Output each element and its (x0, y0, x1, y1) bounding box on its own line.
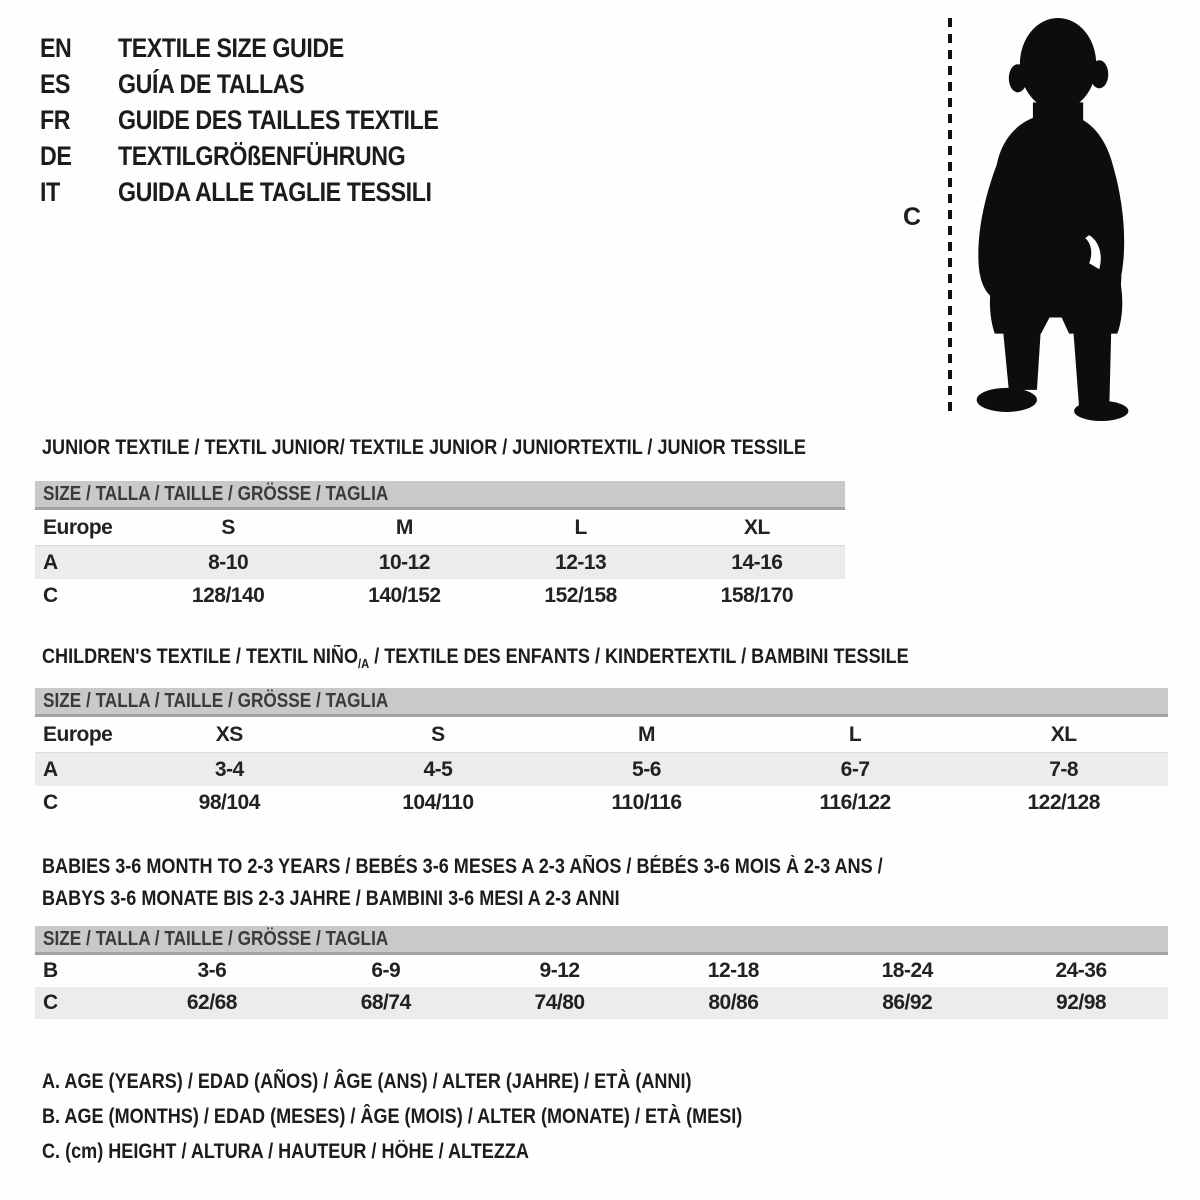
age-cell: 4-5 (334, 753, 543, 787)
age-cell: 14-16 (669, 546, 845, 580)
size-cell: XL (669, 509, 845, 546)
height-cell: 92/98 (994, 987, 1168, 1019)
language-code: DE (40, 140, 72, 171)
language-row-de (40, 138, 491, 174)
row-europe (35, 509, 845, 546)
size-header-text: SIZE / TALLA / TAILLE / GRÖSSE / TAGLIA (43, 927, 389, 950)
age-cell: 3-6 (197, 959, 227, 982)
legend-height-cm: C. (cm) HEIGHT / ALTURA / HAUTEUR / HÖHE / ALTEZZA (42, 1139, 529, 1163)
height-label-c: C (903, 203, 922, 231)
row-age-months (35, 954, 1168, 988)
size-cell: S (140, 509, 316, 546)
babies-section-title (42, 851, 1020, 915)
size-cell: M (542, 716, 751, 753)
size-header-text: SIZE / TALLA / TAILLE / GRÖSSE / TAGLIA (43, 689, 389, 712)
height-cell: 116/122 (819, 790, 891, 814)
height-cell: 128/140 (191, 583, 265, 607)
size-cell: XS (125, 716, 334, 753)
row-label: A (35, 546, 140, 580)
height-cell: 98/104 (198, 790, 260, 814)
row-age-years (35, 753, 1168, 787)
size-cell: XL (959, 716, 1168, 753)
language-row-es (40, 66, 491, 102)
height-cell: 80/86 (646, 987, 820, 1019)
row-height-cm (35, 786, 1168, 819)
language-code: ES (40, 68, 71, 99)
age-cell: 9-12 (539, 959, 580, 982)
nino-a-subscript: /A (358, 656, 370, 672)
height-cell: 110/116 (611, 790, 682, 814)
age-cell: 5-6 (542, 753, 751, 787)
guide-title-de: TEXTILGRÖßENFÜHRUNG (118, 140, 406, 171)
language-title-list (40, 30, 491, 210)
row-label: Europe (35, 716, 125, 753)
size-header-bar (35, 688, 1168, 716)
row-age-years (35, 546, 845, 580)
language-row-en (40, 30, 491, 66)
age-cell: 6-7 (751, 753, 960, 787)
row-label: C (43, 583, 58, 607)
age-cell: 24-36 (1055, 959, 1107, 982)
babies-title-line2: BABYS 3-6 MONATE BIS 2-3 JAHRE / BAMBINI 3-6 MESI A 2-3 ANNI (42, 887, 620, 910)
junior-section-title: JUNIOR TEXTILE / TEXTIL JUNIOR/ TEXTILE JUNIOR / JUNIORTEXTIL / JUNIOR TESSILE (42, 436, 806, 459)
size-cell: L (493, 509, 669, 546)
babies-size-table (35, 926, 1168, 1019)
height-measure-dashed-line (944, 16, 956, 418)
height-cell: 152/158 (544, 583, 617, 607)
age-cell: 10-12 (316, 546, 492, 580)
height-cell: 140/152 (368, 583, 441, 607)
children-size-table (35, 688, 1168, 819)
guide-title-es: GUÍA DE TALLAS (118, 68, 305, 99)
babies-title-line1: BABIES 3-6 MONTH TO 2-3 YEARS / BEBÉS 3-6 MESES A 2-3 AÑOS / BÉBÉS 3-6 MOIS À 2-3 ANS / (42, 855, 883, 878)
language-code: EN (40, 32, 72, 63)
row-label: B (43, 959, 58, 982)
row-label: C (43, 790, 58, 814)
age-cell: 12-18 (707, 959, 759, 982)
height-cell: 104/110 (402, 790, 474, 814)
size-cell: L (751, 716, 960, 753)
row-height-cm (35, 579, 845, 612)
legend-age-months: B. AGE (MONTHS) / EDAD (MESES) / ÂGE (MOIS) / ALTER (MONATE) / ETÀ (MESI) (42, 1104, 743, 1128)
row-label: C (35, 987, 125, 1019)
guide-title-en: TEXTILE SIZE GUIDE (118, 32, 344, 63)
legend-age-years: A. AGE (YEARS) / EDAD (AÑOS) / ÂGE (ANS) / ALTER (JAHRE) / ETÀ (ANNI) (42, 1069, 692, 1093)
age-cell: 18-24 (881, 959, 933, 982)
row-height-cm (35, 987, 1168, 1019)
age-cell: 7-8 (959, 753, 1168, 787)
age-cell: 12-13 (493, 546, 669, 580)
height-cell: 122/128 (1027, 790, 1100, 814)
size-cell: M (316, 509, 492, 546)
guide-title-fr: GUIDE DES TAILLES TEXTILE (118, 104, 439, 135)
row-label: A (35, 753, 125, 787)
age-cell: 3-4 (125, 753, 334, 787)
language-row-it (40, 174, 491, 210)
row-europe (35, 716, 1168, 753)
language-code: FR (40, 104, 71, 135)
age-cell: 6-9 (371, 959, 401, 982)
height-cell: 74/80 (473, 987, 647, 1019)
age-cell: 8-10 (140, 546, 316, 580)
language-code: IT (40, 176, 60, 207)
guide-title-it: GUIDA ALLE TAGLIE TESSILI (118, 176, 432, 207)
legend-block (42, 1064, 856, 1169)
size-header-bar (35, 926, 1168, 954)
size-header-bar (35, 481, 845, 509)
size-cell: S (334, 716, 543, 753)
height-cell: 86/92 (820, 987, 994, 1019)
toddler-silhouette-icon (960, 16, 1142, 422)
row-label: Europe (35, 509, 140, 546)
junior-size-table (35, 481, 845, 612)
height-cell: 158/170 (720, 583, 794, 607)
height-cell: 68/74 (299, 987, 473, 1019)
language-row-fr (40, 102, 491, 138)
height-cell: 62/68 (125, 987, 299, 1019)
size-header-text: SIZE / TALLA / TAILLE / GRÖSSE / TAGLIA (43, 482, 389, 505)
children-section-title: CHILDREN'S TEXTILE / TEXTIL $NIÑO_{/A}$ / TEXTILE DES ENFANTS / KINDERTEXTIL / BAMBINI TESSILE (42, 645, 909, 672)
